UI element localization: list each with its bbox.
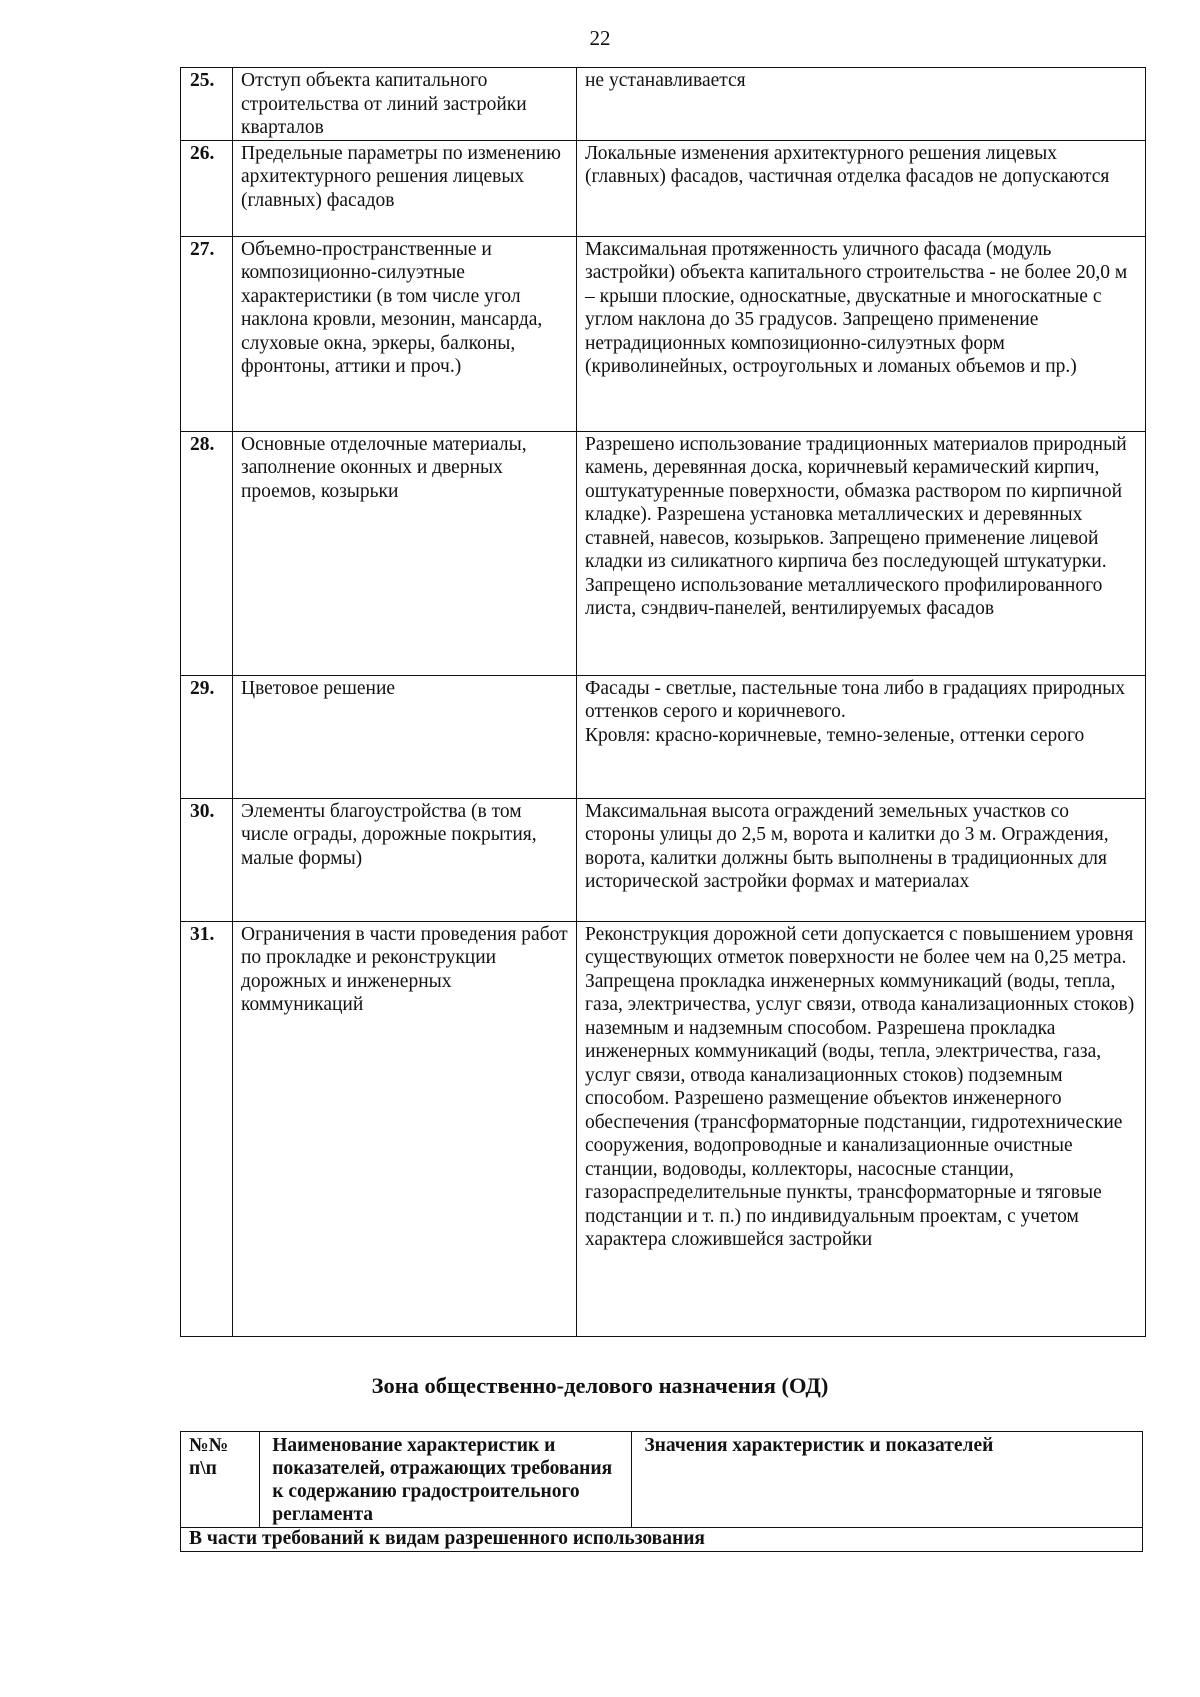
row-number: 26. [181, 140, 233, 236]
header-row [181, 1432, 1143, 1528]
row-number: 31. [181, 921, 233, 1336]
parameter-name: Объемно-пространственные и композиционно-силуэтные характеристики (в том числе угол наклона кровли, мезонин, мансарда, слуховые окна, эркеры, балконы, фронтоны, аттики и проч.) [233, 236, 577, 431]
row-number: 29. [181, 675, 233, 798]
table-row [181, 921, 1146, 1336]
parameter-name: Цветовое решение [233, 675, 577, 798]
value-paragraph: Максимальная высота ограждений земельных участков со стороны улицы до 2,5 м, ворота и калитки до 3 м. Ограждения, ворота, калитки должны быть выполнены в традиционных для исторической застройки формах и материалах [585, 800, 1109, 892]
zone-header-table [180, 1431, 1143, 1552]
parameter-value [577, 675, 1146, 798]
page-number: 22 [589, 26, 611, 50]
value-paragraph: Максимальная протяженность уличного фасада (модуль застройки) объекта капитального строительства - не более 20,0 м – крыши плоские, односкатные, двускатные и многоскатные с углом наклона до 35 градусов. Запрещено применение нетрадиционных композиционно-силуэтных форм (криволинейных, остроугольных и ломаных объемов и пр.) [585, 238, 1128, 377]
value-paragraph: Разрешено использование традиционных материалов природный камень, деревянная доска, коричневый керамический кирпич, оштукатуренные поверхности, обмазка раствором по кирпичной кладке). Разрешена установка металлических и деревянных ставней, навесов, козырьков. Запрещено применение лицевой кладки из силикатного кирпича без последующей штукатурки. Запрещено использование металлического профилированного листа, сэндвич-панелей, вентилируемых фасадов [585, 433, 1127, 619]
parameter-value [577, 798, 1146, 921]
section-title: Зона общественно-делового назначения (ОД) [371, 1373, 829, 1398]
column-header-values: Значения характеристик и показателей [632, 1432, 1143, 1528]
row-number: 28. [181, 431, 233, 675]
column-header-number: №№ п\п [181, 1432, 260, 1528]
parameter-name: Элементы благоустройства (в том числе ограды, дорожные покрытия, малые формы) [233, 798, 577, 921]
table-row [181, 140, 1146, 236]
regulation-table-body [181, 68, 1146, 1337]
column-header-name: Наименование характеристик и показателей, отражающих требования к содержанию градостроительного регламента [260, 1432, 632, 1528]
value-paragraph: Кровля: красно-коричневые, темно-зеленые, оттенки серого [585, 724, 1085, 746]
section-row [181, 1528, 1143, 1552]
table-row [181, 68, 1146, 141]
parameter-value [577, 236, 1146, 431]
table-row [181, 236, 1146, 431]
table-row [181, 798, 1146, 921]
row-number: 25. [181, 68, 233, 141]
value-paragraph: Локальные изменения архитектурного решения лицевых (главных) фасадов, частичная отделка фасадов не допускаются [585, 142, 1110, 187]
row-number: 27. [181, 236, 233, 431]
parameter-value [577, 921, 1146, 1336]
parameter-name: Отступ объекта капитального строительства от линий застройки кварталов [233, 68, 577, 141]
row-number: 30. [181, 798, 233, 921]
parameter-value [577, 68, 1146, 141]
table-row [181, 431, 1146, 675]
parameter-name: Предельные параметры по изменению архитектурного решения лицевых (главных) фасадов [233, 140, 577, 236]
regulation-table [180, 67, 1146, 1337]
parameter-name: Основные отделочные материалы, заполнение оконных и дверных проемов, козырьки [233, 431, 577, 675]
parameter-name: Ограничения в части проведения работ по прокладке и реконструкции дорожных и инженерных коммуникаций [233, 921, 577, 1336]
value-paragraph: Фасады - светлые, пастельные тона либо в градациях природных оттенков серого и коричневого. [585, 677, 1126, 722]
value-paragraph: Реконструкция дорожной сети допускается с повышением уровня существующих отметок поверхности не более чем на 0,25 метра. Запрещена прокладка инженерных коммуникаций (воды, тепла, газа, электричества, услуг связи, отвода канализационных стоков) наземным и надземным способом. Разрешена прокладка инженерных коммуникаций (воды, тепла, электричества, газа, услуг связи, отвода канализационных стоков) подземным способом. Разрешено размещение объектов инженерного обеспечения (трансформаторные подстанции, гидротехнические сооружения, водопроводные и канализационные очистные станции, водоводы, коллекторы, насосные станции, газораспределительные пункты, трансформаторные и тяговые подстанции и т. п.) по индивидуальным проектам, с учетом характера сложившейся застройки [585, 923, 1135, 1250]
parameter-value [577, 140, 1146, 236]
parameter-value [577, 431, 1146, 675]
table-row [181, 675, 1146, 798]
section-row-label: В части требований к видам разрешенного использования [181, 1528, 1143, 1552]
value-paragraph: не устанавливается [585, 70, 746, 91]
